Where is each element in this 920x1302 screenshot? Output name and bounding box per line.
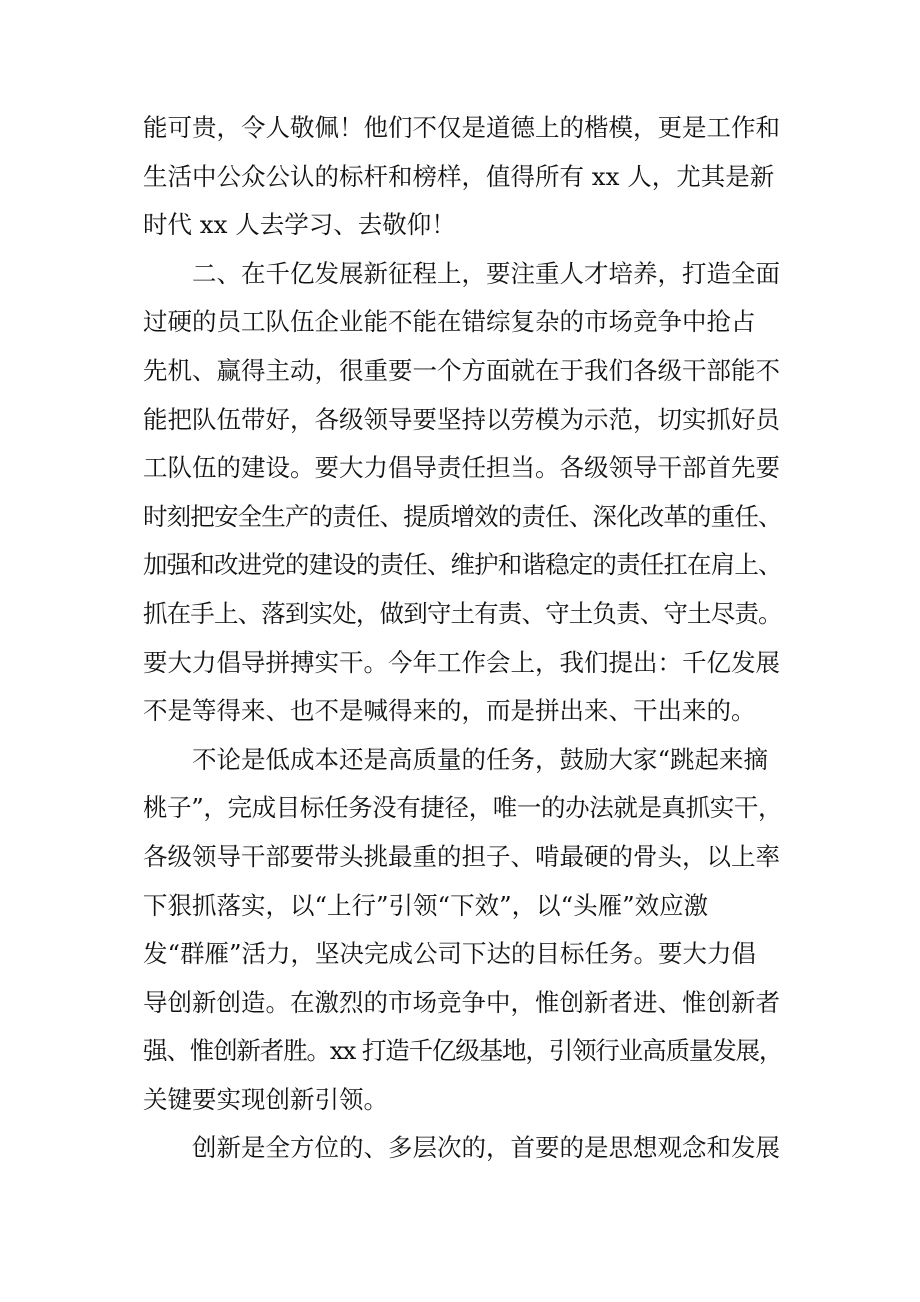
text-line: 不是等得来、也不是喊得来的，而是拼出来、干出来的。 bbox=[143, 696, 756, 726]
text-line: 下狠抓落实，以“上行”引领“下效”，以“头雁”效应激 bbox=[143, 890, 709, 920]
text-line: 生活中公众公认的标杆和榜样，值得所有 xx 人，尤其是新 bbox=[143, 161, 775, 191]
body-text bbox=[143, 104, 783, 1173]
text-line: 加强和改进党的建设的责任、维护和谐稳定的责任扛在肩上、 bbox=[143, 550, 782, 580]
text-line: 工队伍的建设。要大力倡导责任担当。各级领导干部首先要 bbox=[143, 453, 780, 483]
text-line: 抓在手上、落到实处，做到守土有责、守土负责、守土尽责。 bbox=[143, 598, 782, 628]
text-line: 桃子”，完成目标任务没有捷径，唯一的办法就是真抓实干， bbox=[143, 793, 783, 823]
text-line: 关键要实现创新引领。 bbox=[143, 1084, 388, 1114]
text-line: 能可贵，令人敬佩！他们不仅是道德上的楷模，更是工作和 bbox=[143, 113, 780, 142]
text-line: 各级领导干部要带头挑最重的担子、啃最硬的骨头，以上率 bbox=[143, 841, 780, 871]
text-line: 能把队伍带好，各级领导要坚持以劳模为示范，切实抓好员 bbox=[143, 404, 780, 434]
text-line: 时代 xx 人去学习、去敬仰！ bbox=[143, 210, 456, 240]
paragraph-first-line: 创新是全方位的、多层次的，首要的是思想观念和发展 bbox=[192, 1133, 780, 1163]
text-line: 过硬的员工队伍企业能不能在错综复杂的市场竞争中抢占 bbox=[143, 307, 756, 337]
text-line: 强、惟创新者胜。xx 打造千亿级基地，引领行业高质量发展， bbox=[143, 1036, 783, 1066]
text-line: 导创新创造。在激烈的市场竞争中，惟创新者进、惟创新者 bbox=[143, 987, 780, 1017]
text-line: 发“群雁”活力，坚决完成公司下达的目标任务。要大力倡 bbox=[143, 939, 757, 969]
text-line: 先机、赢得主动，很重要一个方面就在于我们各级干部能不 bbox=[143, 355, 780, 385]
text-line: 要大力倡导拼搏实干。今年工作会上，我们提出：千亿发展 bbox=[143, 647, 780, 677]
text-line: 时刻把安全生产的责任、提质增效的责任、深化改革的重任、 bbox=[143, 501, 782, 531]
paragraph-first-line: 不论是低成本还是高质量的任务，鼓励大家“跳起来摘 bbox=[192, 744, 769, 774]
paragraph-first-line: 二、在千亿发展新征程上，要注重人才培养，打造全面 bbox=[192, 258, 780, 288]
